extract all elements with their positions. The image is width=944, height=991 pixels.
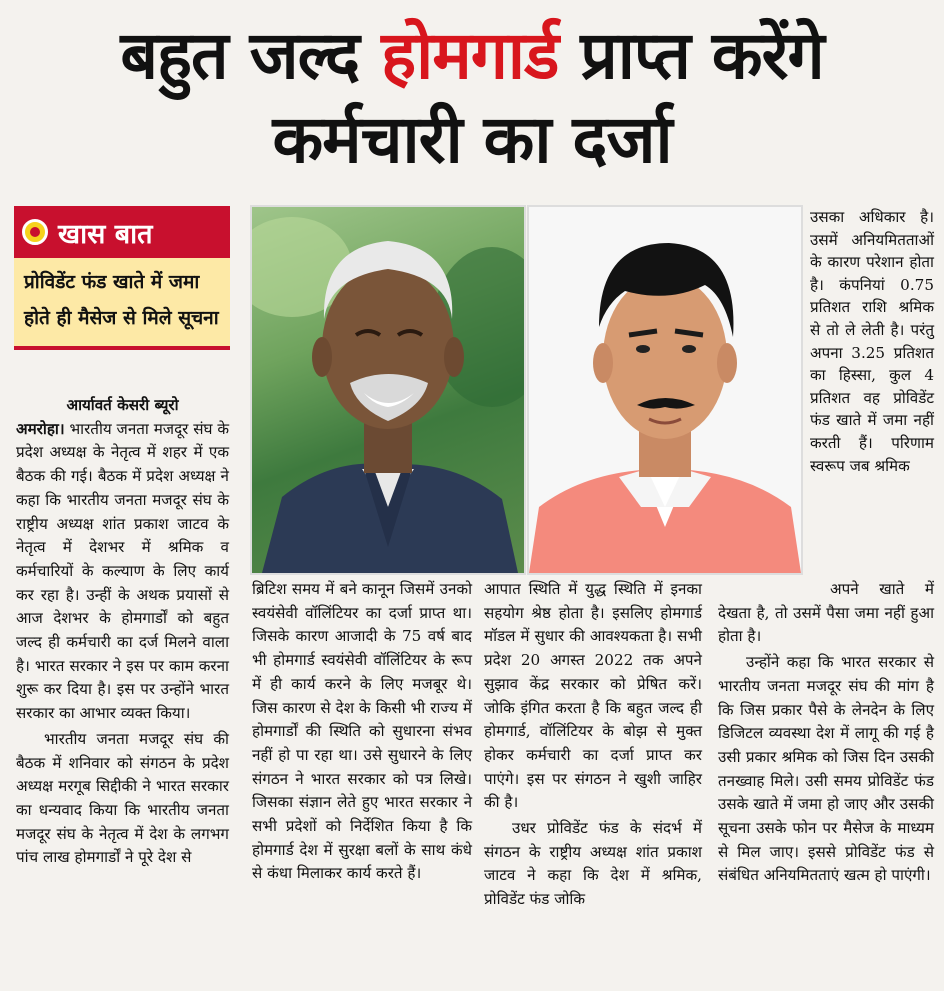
portrait-man-mustache-illustration <box>529 207 801 573</box>
column-4-paragraph-1: अपने खाते में देखता है, तो उसमें पैसा जमा नहीं हुआ होता है। <box>718 580 934 646</box>
column-2-text: ब्रिटिश समय में बने कानून जिसमें उनको स्वयंसेवी वॉलिंटियर का दर्जा प्राप्त था। जिसके कारण आजादी के 75 वर्ष बाद भी होमगार्ड स्वयंसेवी वॉलिंटियर के रूप में ही कार्य करने के लिए मजबूर थे। जिस कारण से देश के किसी भी राज्य में होमगार्डों की स्थिति को सुधारना संभव नहीं हो पा रहा था। उसे सुधारने के लिए संगठन ने भारत सरकार को पत्र लिखे। जिसका संज्ञान लेते हुए भारत सरकार ने सभी प्रदेशों को निर्देशित किया है कि होमगार्ड देश में सुरक्षा बलों के साथ कंधे से कंधा मिलाकर कार्य करते हैं। <box>252 580 472 883</box>
headline-line2: कर्मचारी का दर्जा <box>272 101 672 178</box>
photo-man-mustache <box>527 205 803 575</box>
photo-older-man <box>250 205 526 575</box>
headline <box>0 14 944 182</box>
byline: आर्यावर्त केसरी ब्यूरो <box>66 396 179 414</box>
khas-bat-box <box>14 206 230 350</box>
article-column-3 <box>484 578 702 912</box>
article-column-4 <box>718 578 934 888</box>
column-4-paragraph-2: उन्होंने कहा कि भारत सरकार से भारतीय जनता मजदूर संघ की मांग है कि जिस प्रकार पैसे के लेनदेन के लिए डिजिटल व्यवस्था देश में लागू की गई है उसी प्रकार श्रमिक को जिस दिन उसकी तनख्वाह मिले। उसी समय प्रोविडेंट फंड उसके खाते में जमा हो जाए और उसकी सूचना उसके फोन पर मैसेज के माध्यम से मिल जाए। इससे प्रोविडेंट फंड से संबंधित अनियमितताएं खत्म हो पाएंगी। <box>718 653 934 885</box>
column-3-paragraph-2: उधर प्रोविडेंट फंड के संदर्भ में संगठन के राष्ट्रीय अध्यक्ष शांत प्रकाश जाटव ने कहा कि देश में श्रमिक, प्रोविडेंट फंड जोकि <box>484 819 702 909</box>
article-column-top-right <box>810 206 934 477</box>
target-bullet-icon <box>22 219 48 245</box>
khas-bat-text: प्रोविडेंट फंड खाते में जमा होते ही मैसेज से मिले सूचना <box>14 258 230 350</box>
column-1-paragraph-2: भारतीय जनता मजदूर संघ की बैठक में शनिवार को संगठन के प्रदेश अध्यक्ष मरगूब सिद्दीकी ने भारत सरकार का धन्यवाद किया कि भारतीय जनता मजदूर संघ के नेतृत्व में देश के लगभग पांच लाख होमगार्डों ने पूरे देश से <box>16 729 229 867</box>
headline-highlight: होमगार्ड <box>381 17 559 94</box>
headline-part2: प्राप्त करेंगे <box>558 17 824 94</box>
khas-bat-header <box>14 206 230 258</box>
khas-bat-title: खास बात <box>58 218 153 250</box>
column-1-paragraph-1: भारतीय जनता मजदूर संघ के प्रदेश अध्यक्ष के नेतृत्व में शहर में एक बैठक की गई। बैठक में प्रदेश अध्यक्ष ने कहा कि भारतीय जनता मजदूर संघ के राष्ट्रीय अध्यक्ष शांत प्रकाश जाटव के नेतृत्व में देशभर में श्रमिक व कर्मचारियों के कल्याण के लिए कार्य कर रहा है। उन्हीं के अथक प्रयासों से आज देशभर के होमगार्डों को बहुत जल्द ही कर्मचारी का दर्ज मिलने वाला है। भारत सरकार ने इस पर काम करना शुरू कर दिया है। इस पर उन्होंने भारत सरकार का आभार व्यक्त किया। <box>16 419 229 723</box>
dateline-place: अमरोहा। <box>16 419 65 438</box>
headline-part1: बहुत जल्द <box>120 17 382 94</box>
article-column-1 <box>16 394 229 870</box>
column-top-right-text: उसका अधिकार है। उसमें अनियमितताओं के कारण परेशान होता है। कंपनियां 0.75 प्रतिशत राशि श्रमिक से तो ले लेती है। परंतु अपना 3.25 प्रतिशत का हिस्सा, कुल 4 प्रतिशत वह प्रोविडेंट फंड खाते में जमा नहीं करती हैं। परिणाम स्वरूप जब श्रमिक <box>810 208 934 475</box>
column-3-paragraph-1: आपात स्थिति में युद्ध स्थिति में इनका सहयोग श्रेष्ठ होता है। इसलिए होमगार्ड मॉडल में सुधार की आवश्यकता है। सभी प्रदेश 20 अगस्त 2022 तक अपने सुझाव केंद्र सरकार को प्रेषित करें। जोकि इंगित करता है कि बहुत जल्द ही होमगार्ड, वॉलिंटियर के बोझ से मुक्त होकर कर्मचारी का दर्जा प्राप्त कर पाएंगे। इस पर संगठन ने खुशी जाहिर की है। <box>484 580 702 812</box>
portrait-older-man-illustration <box>252 207 524 573</box>
article-column-2 <box>252 578 472 886</box>
